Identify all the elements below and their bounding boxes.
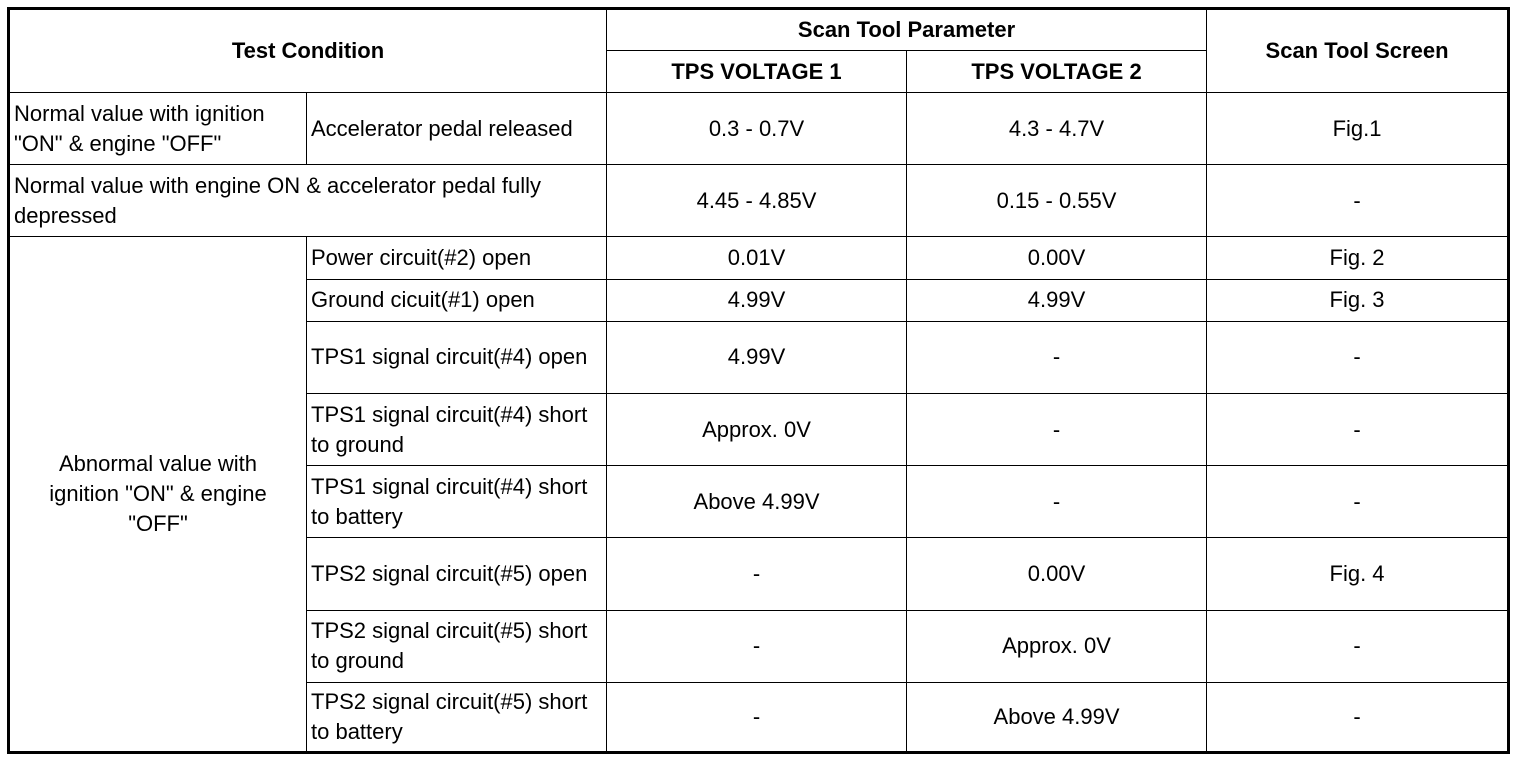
sub-condition-cell: TPS2 signal circuit(#5) open <box>307 538 607 610</box>
tps2-value: 4.3 - 4.7V <box>907 93 1207 165</box>
header-tps-voltage-2: TPS VOLTAGE 2 <box>907 51 1207 93</box>
header-test-condition: Test Condition <box>9 9 607 93</box>
tps1-value: Approx. 0V <box>607 393 907 465</box>
screen-ref: - <box>1207 466 1509 538</box>
tps1-value: 0.3 - 0.7V <box>607 93 907 165</box>
screen-ref: - <box>1207 682 1509 752</box>
screen-ref: - <box>1207 393 1509 465</box>
screen-ref: - <box>1207 321 1509 393</box>
sub-condition-cell: Ground cicuit(#1) open <box>307 279 607 321</box>
abnormal-condition-cell: Abnormal value with ignition "ON" & engine "OFF" <box>9 237 307 753</box>
tps2-value: - <box>907 393 1207 465</box>
sub-condition-cell: TPS2 signal circuit(#5) short to ground <box>307 610 607 682</box>
tps2-value: 0.15 - 0.55V <box>907 165 1207 237</box>
tps1-value: Above 4.99V <box>607 466 907 538</box>
table-row <box>9 93 1509 165</box>
table-row <box>9 237 1509 279</box>
sub-condition-cell: TPS2 signal circuit(#5) short to battery <box>307 682 607 752</box>
tps1-value: - <box>607 682 907 752</box>
tps2-value: 0.00V <box>907 538 1207 610</box>
sub-condition-cell: TPS1 signal circuit(#4) short to ground <box>307 393 607 465</box>
header-tps-voltage-1: TPS VOLTAGE 1 <box>607 51 907 93</box>
sub-condition-cell: TPS1 signal circuit(#4) open <box>307 321 607 393</box>
tps2-value: - <box>907 321 1207 393</box>
screen-ref: Fig. 2 <box>1207 237 1509 279</box>
tps2-value: Approx. 0V <box>907 610 1207 682</box>
header-row-1 <box>9 9 1509 51</box>
tps1-value: - <box>607 610 907 682</box>
header-scan-tool-screen: Scan Tool Screen <box>1207 9 1509 93</box>
sub-condition-cell: Accelerator pedal released <box>307 93 607 165</box>
tps1-value: 0.01V <box>607 237 907 279</box>
tps2-value: 4.99V <box>907 279 1207 321</box>
tps2-value: 0.00V <box>907 237 1207 279</box>
header-scan-tool-parameter: Scan Tool Parameter <box>607 9 1207 51</box>
screen-ref: - <box>1207 610 1509 682</box>
screen-ref: Fig. 3 <box>1207 279 1509 321</box>
condition-cell: Normal value with engine ON & accelerator pedal fully depressed <box>9 165 607 237</box>
screen-ref: Fig.1 <box>1207 93 1509 165</box>
tps1-value: 4.99V <box>607 279 907 321</box>
tps1-value: 4.45 - 4.85V <box>607 165 907 237</box>
screen-ref: Fig. 4 <box>1207 538 1509 610</box>
tps1-value: - <box>607 538 907 610</box>
tps-test-table <box>7 7 1510 754</box>
screen-ref: - <box>1207 165 1509 237</box>
table-row <box>9 165 1509 237</box>
condition-cell: Normal value with ignition "ON" & engine "OFF" <box>9 93 307 165</box>
tps1-value: 4.99V <box>607 321 907 393</box>
tps2-value: Above 4.99V <box>907 682 1207 752</box>
sub-condition-cell: TPS1 signal circuit(#4) short to battery <box>307 466 607 538</box>
sub-condition-cell: Power circuit(#2) open <box>307 237 607 279</box>
tps2-value: - <box>907 466 1207 538</box>
